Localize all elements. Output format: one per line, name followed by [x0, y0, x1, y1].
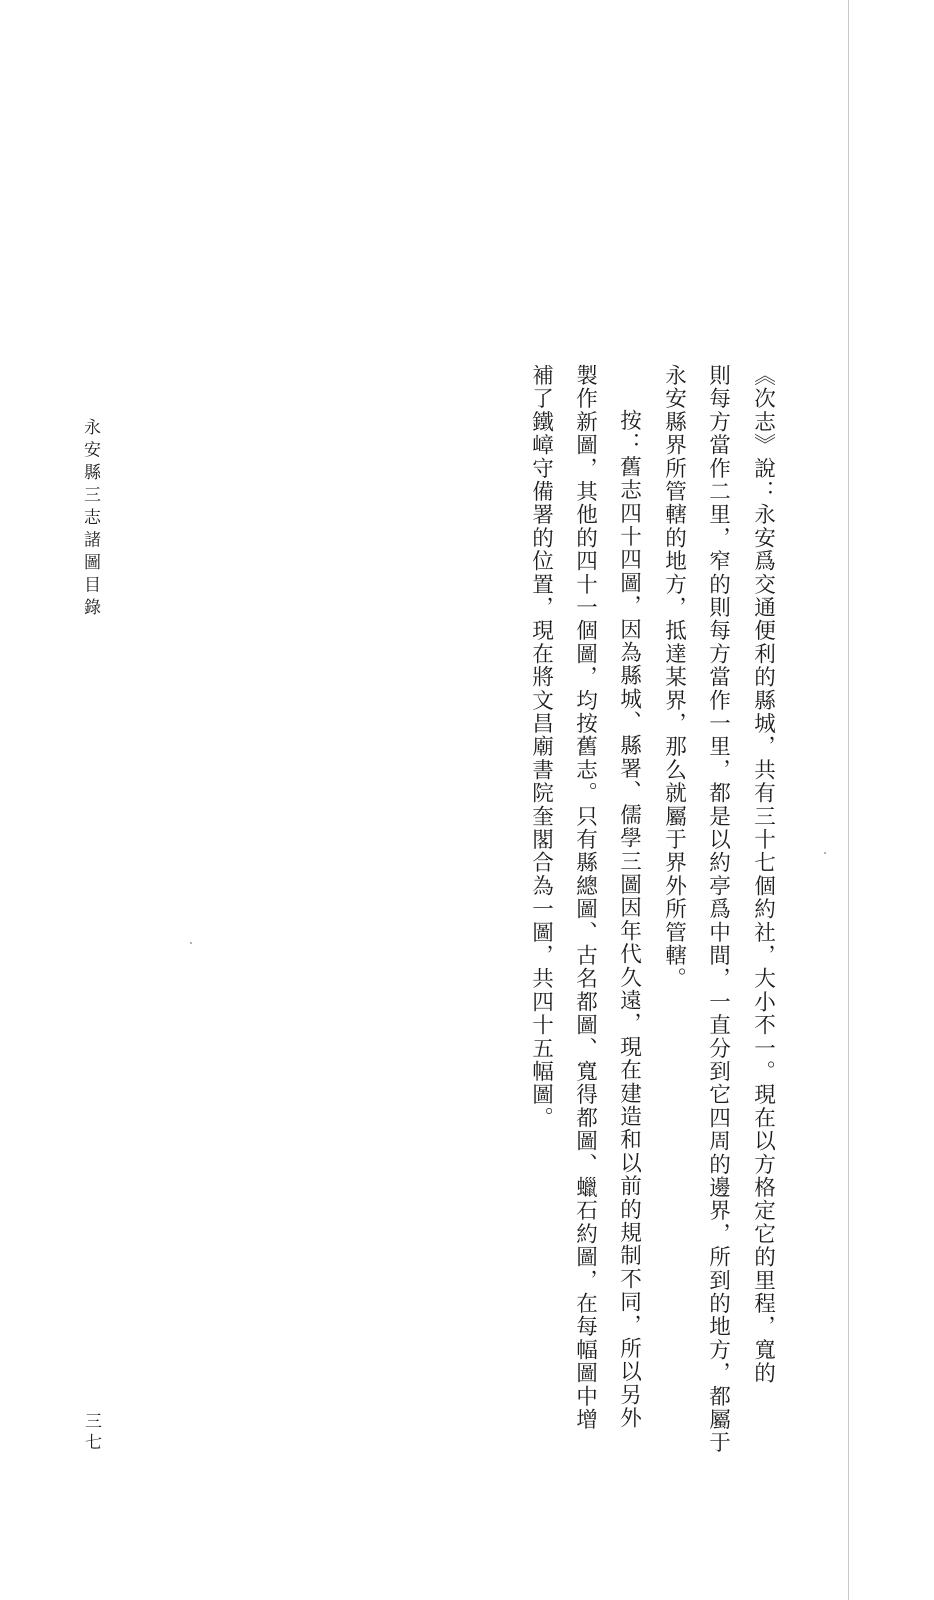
scan-speck: [824, 852, 826, 854]
page-edge-line: [848, 0, 849, 1600]
text-column-3: 永安縣界所管轄的地方，抵達某界，那么就屬于界外所管轄。: [661, 364, 687, 991]
text-column-1: 《次志》說：永安爲交通便利的縣城，共有三十七個約社，大小不一。現在以方格定它的里程，寬的: [750, 364, 776, 1385]
text-column-2: 則每方當作二里，窄的則每方當作一里，都是以約亭爲中間，一直分到它四周的邊界，所到的地方，都屬于: [705, 364, 731, 1455]
text-column-4: 按：舊志四十四圖，因為縣城、縣署、儒學三圖因年代久遠，現在建造和以前的規制不同，所以另外: [616, 409, 642, 1430]
running-head: 永安縣三志諸圖目錄: [80, 418, 100, 621]
scan-speck: [190, 942, 192, 944]
text-column-5: 製作新圖，其他的四十一個圖，均按舊志。只有縣總圖、古名都圖、寬得都圖、蠟石約圖，在每幅圖中增: [572, 364, 598, 1432]
page-number: 三七: [81, 1412, 101, 1454]
text-column-6: 補了鐵嶂守備署的位置，現在將文昌廟書院奎閣合為一圖，共四十五幅圖。: [528, 364, 554, 1130]
